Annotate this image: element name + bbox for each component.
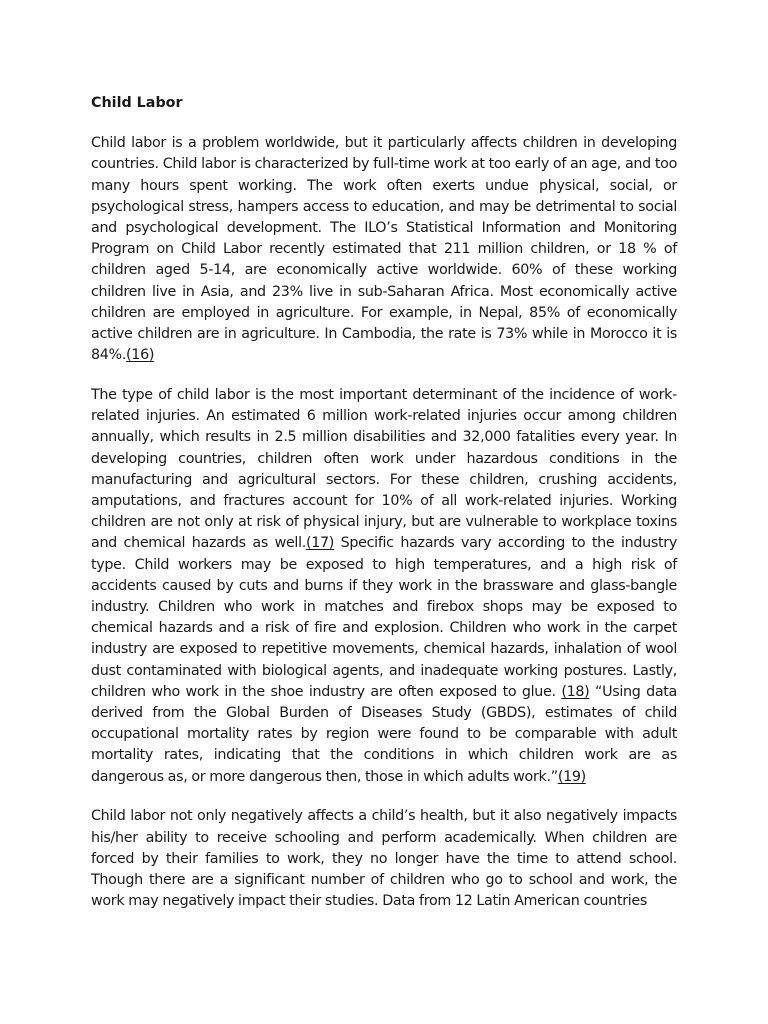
paragraph-text: The type of child labor is the most important determinant of the incidence of work-related injuries. An estimated 6 million work-related injuries occur among children annually, which results in 2.5 million disabilities and 32,000 fatalities every year. In developing countries, children often work under hazardous conditions in the manufacturing and agricultural sectors. For these children, crushing accidents, amputations, and fractures account for 10% of all work-related injuries. Working children are not only at risk of physical injury, but are vulnerable to workplace toxins and chemical hazards as well. <box>91 386 677 552</box>
paragraph-text: Child labor is a problem worldwide, but it particularly affects children in developing countries. Child labor is characterized by full-time work at too early of an age, and too many hours spent working. The work often exerts undue physical, social, or psychological stress, hampers access to education, and may be detrimental to social and psychological development. The ILO’s Statistical Information and Monitoring Program on Child Labor recently estimated that 211 million children, or 18 % of children aged 5-14, are economically active worldwide. 60% of these working children live in Asia, and 23% live in sub-Saharan Africa. Most economically active children are employed in agriculture. For example, in Nepal, 85% of economically active children are in agriculture. In Cambodia, the rate is 73% while in Morocco it is 84%. <box>91 135 677 364</box>
paragraph-2 <box>91 385 677 788</box>
citation-link-19[interactable]: (19) <box>557 768 586 785</box>
document-page <box>91 93 677 931</box>
citation-link-17[interactable]: (17) <box>305 535 335 552</box>
paragraph-text: Specific hazards vary according to the industry type. Child workers may be exposed to high temperatures, and a high risk of accidents caused by cuts and burns if they work in the brassware and glass-bangle industry. Children who work in matches and firebox shops may be exposed to chemical hazards and a risk of fire and explosion. Children who work in the carpet industry are exposed to repetitive movements, chemical hazards, inhalation of wool dust contaminated with biological agents, and inadequate working postures. Lastly, children who work in the shoe industry are often exposed to glue. <box>91 535 677 700</box>
paragraph-3 <box>91 806 677 912</box>
citation-link-18[interactable]: (18) <box>561 683 590 700</box>
paragraph-quote-text: “Using data derived from the Global Burden of Diseases Study (GBDS), estimates of child occupational mortality rates by region were found to be comparable with adult mortality rates, indicating that the conditions in which children work are as dangerous as, or more dangerous then, those in which adults work.” <box>91 683 677 785</box>
paragraph-1 <box>91 133 677 366</box>
document-title: Child Labor <box>91 95 183 111</box>
citation-link-16[interactable]: (16) <box>126 347 155 364</box>
paragraph-text: Child labor not only negatively affects a child’s health, but it also negatively impacts his/her ability to receive schooling and perform academically. When children are forced by their families to work, they no longer have the time to attend school. Though there are a significant number of children who go to school and work, the work may negatively impact their studies. Data from 12 Latin American countries <box>91 808 677 910</box>
